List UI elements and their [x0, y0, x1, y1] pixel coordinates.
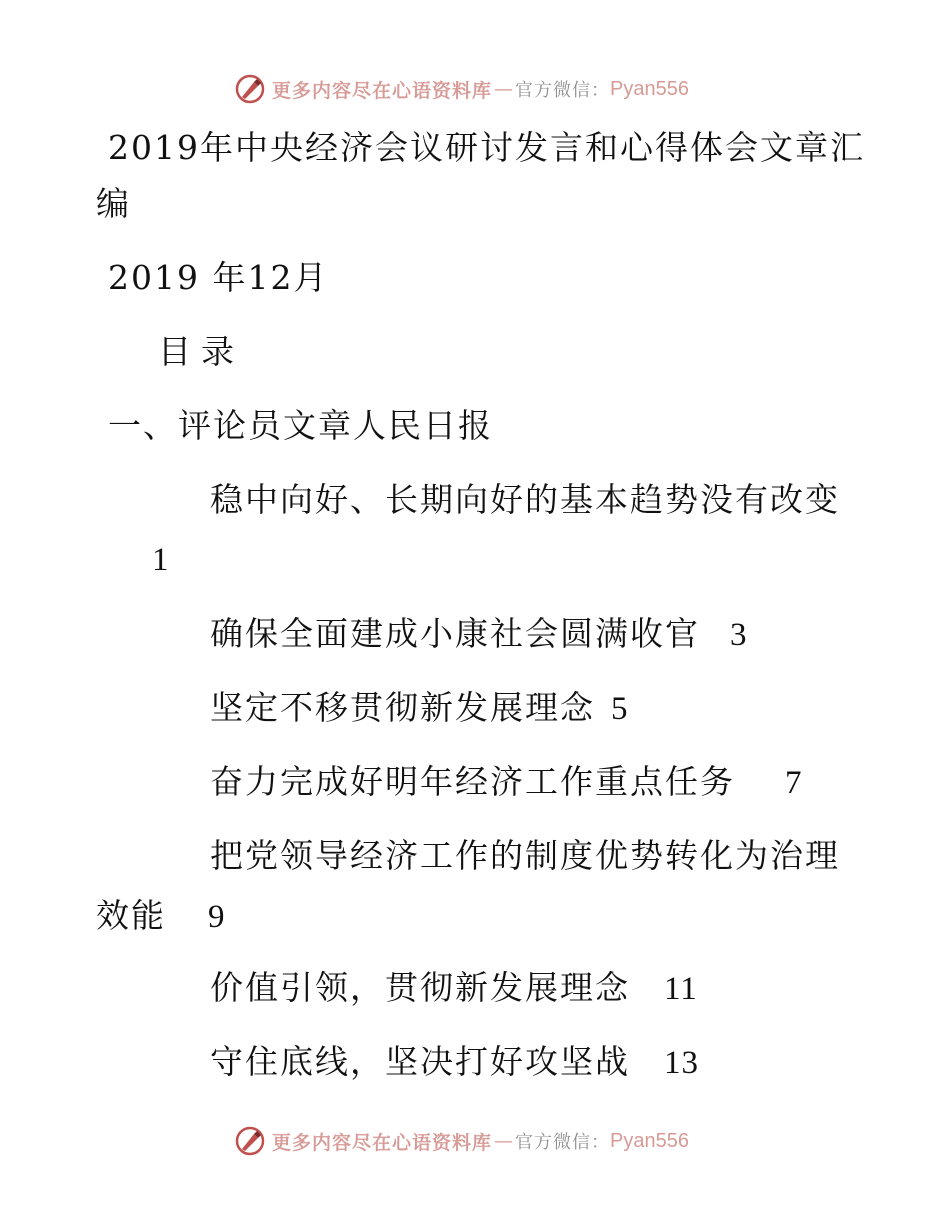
watermark-text: 更多内容尽在心语资料库: [272, 79, 493, 102]
toc-entry-page: 11: [664, 971, 698, 1007]
toc-entry-title: 稳中向好、长期向好的基本趋势没有改变: [210, 480, 840, 519]
section-heading: 一、评论员文章人民日报: [108, 406, 493, 445]
toc-entry-2: [210, 614, 748, 655]
watermark-wechat-id: Pyan556: [610, 1129, 689, 1152]
toc-entry-7: [210, 1042, 699, 1083]
toc-entry-1: [210, 480, 840, 520]
toc-entry-5-continued: [96, 896, 226, 937]
watermark-official-label: 官方微信：: [515, 80, 611, 101]
watermark-official-label: 官方微信：: [515, 1132, 611, 1153]
toc-entry-title: 奋力完成好明年经济工作重点任务: [210, 762, 735, 801]
toc-entry-4: [210, 762, 803, 803]
toc-heading: 目录: [158, 332, 244, 371]
toc-entry-page: 13: [664, 1045, 699, 1081]
toc-entry-page: 5: [611, 691, 629, 727]
document-title-text: 2019年中央经济会议研讨发言和心得体会文章汇: [108, 128, 865, 167]
toc-entry-page: 1: [152, 542, 170, 578]
toc-entry-title: 守住底线，坚决打好攻坚战: [210, 1042, 630, 1081]
toc-entry-page: 3: [730, 617, 748, 653]
watermark-text: 更多内容尽在心语资料库: [272, 1131, 493, 1154]
watermark-footer: [234, 1124, 689, 1158]
toc-entry-5: [210, 836, 840, 876]
watermark-dash: —: [494, 78, 514, 100]
toc-entry-3: [210, 688, 629, 729]
toc-entry-title: 确保全面建成小康社会圆满收官: [210, 614, 700, 653]
pen-nib-logo-icon: [234, 73, 266, 105]
watermark-wechat-id: Pyan556: [610, 77, 689, 100]
toc-entry-title: 价值引领，贯彻新发展理念: [210, 968, 630, 1007]
watermark-header: [234, 72, 689, 106]
document-title-line2: 编: [96, 184, 131, 223]
document-date: 2019 年12月: [108, 258, 329, 297]
pen-nib-logo-icon: [234, 1125, 266, 1157]
document-title-line1: [108, 128, 865, 168]
toc-entry-page: 7: [785, 765, 803, 801]
toc-entry-title: 坚定不移贯彻新发展理念: [210, 688, 595, 727]
toc-entry-title-continued: 效能: [96, 896, 166, 935]
toc-entry-6: [210, 968, 698, 1009]
toc-entry-page: 9: [208, 899, 226, 935]
toc-entry-title: 把党领导经济工作的制度优势转化为治理: [210, 836, 840, 875]
watermark-dash: —: [494, 1130, 514, 1152]
